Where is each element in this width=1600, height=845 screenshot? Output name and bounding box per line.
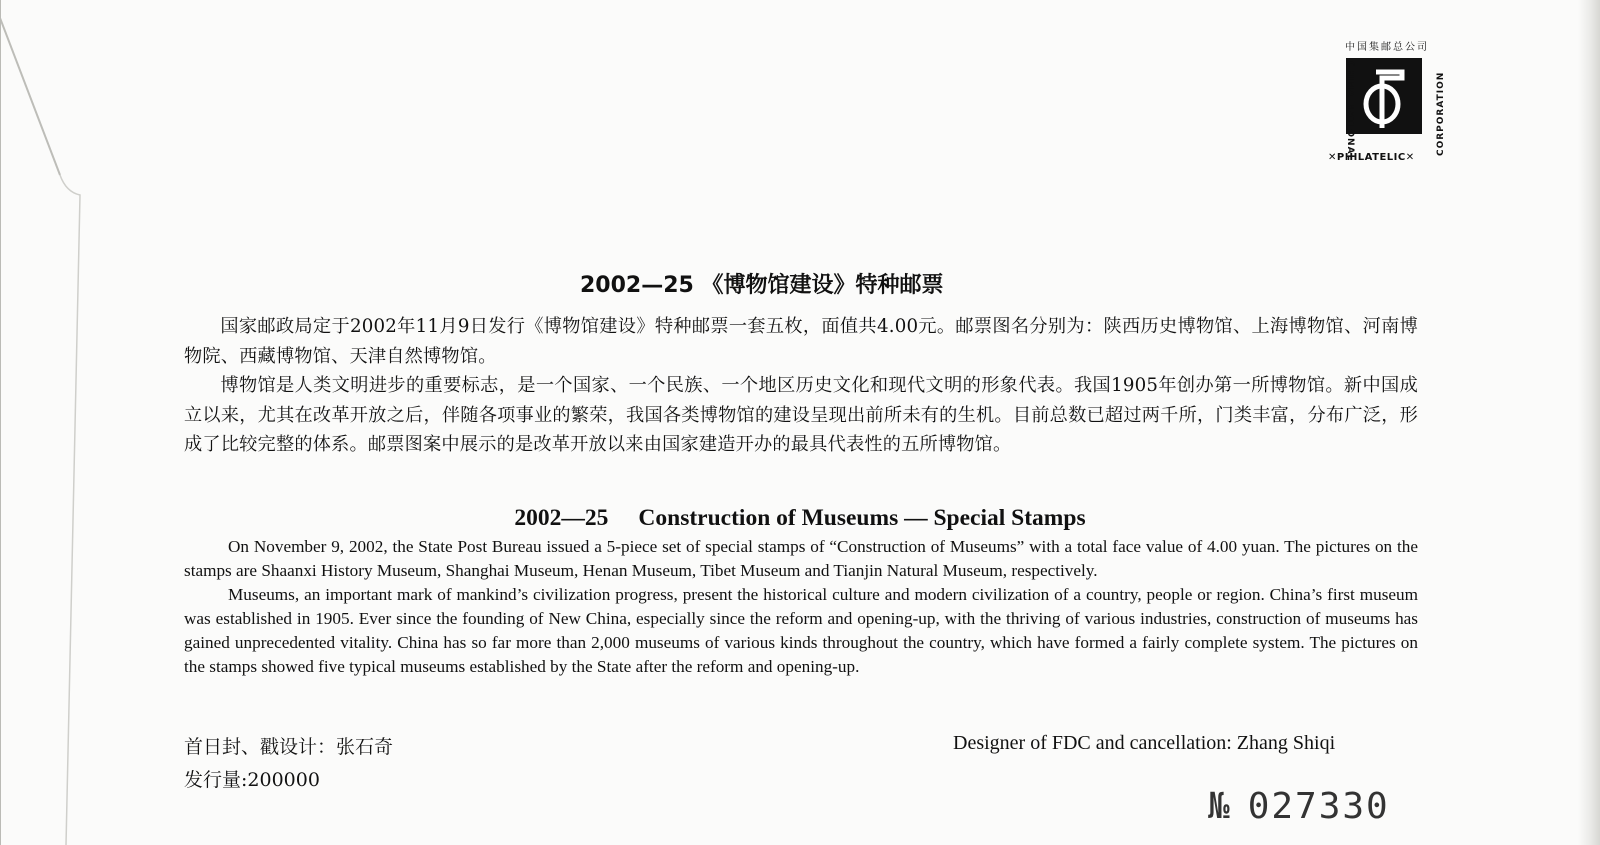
chinese-body: [184, 312, 1418, 460]
logo-right-text: CORPORATION: [1436, 71, 1446, 156]
envelope-right-edge: [1578, 0, 1600, 845]
numero-sign: №: [1208, 786, 1230, 827]
logo-chinese-name: 中国集邮总公司: [1345, 42, 1429, 53]
logo-mark-icon: ✕: [1405, 152, 1415, 163]
logo-emblem: [1346, 58, 1422, 134]
english-title-number: 2002—25: [514, 505, 609, 531]
english-body: [184, 535, 1418, 679]
chinese-paragraph: 国家邮政局定于2002年11月9日发行《博物馆建设》特种邮票一套五枚，面值共4.00元。邮票图名分别为：陕西历史博物馆、上海博物馆、河南博物院、西藏博物馆、天津自然博物馆。: [184, 316, 1418, 367]
english-title-text: Construction of Museums — Special Stamps: [638, 505, 1086, 531]
english-paragraph: On November 9, 2002, the State Post Bureau issued a 5-piece set of special stamps of “Construction of Museums” with a total face value of 4.00 yuan. The pictures on the stamps are Shaanxi History Museum, Shanghai Museum, Henan Museum, Tibet Museum and Tianjin Natural Museum, respectively.: [184, 537, 1418, 580]
designer-credit-en: Designer of FDC and cancellation: Zhang Shiqi: [953, 732, 1336, 754]
designer-credit-cn: 首日封、戳设计：张石奇: [184, 736, 394, 758]
english-title: [0, 505, 1600, 532]
logo-left-text: CHINA NATIONAL: [1345, 61, 1355, 162]
english-paragraph: Museums, an important mark of mankind’s civilization progress, present the historical culture and modern civilization of a country, people or region. China’s first museum was established in 1905. Ever since the founding of New China, especially since the reform and opening-up, with the thriving of various industries, construction of museums has gained unprecedented vitality. China has so far more than 2,000 museums of various kinds throughout the country, which have formed a fairly complete system. The pictures on the stamps showed five typical museums established by the State after the reform and opening-up.: [184, 585, 1418, 676]
chinese-paragraph: 博物馆是人类文明进步的重要标志，是一个国家、一个民族、一个地区历史文化和现代文明的形象代表。我国1905年创办第一所博物馆。新中国成立以来，尤其在改革开放之后，伴随各项事业的繁荣，我国各类博物馆的建设呈现出前所未有的生机。目前总数已超过两千所，门类丰富，分布广泛，形成了比较完整的体系。邮票图案中展示的是改革开放以来由国家建造开办的最具代表性的五所博物馆。: [184, 375, 1418, 455]
issue-quantity: 发行量:200000: [184, 769, 320, 791]
philatelic-emblem-icon: [1346, 58, 1422, 134]
logo-mark-icon: ✕: [1328, 152, 1337, 163]
logo-bottom-row: [1328, 152, 1446, 163]
serial-number: [1208, 786, 1390, 827]
serial-digits: 027330: [1247, 786, 1390, 827]
logo-bottom-text: PHILATELIC: [1336, 152, 1406, 163]
chinese-title: 2002—25 《博物馆建设》特种邮票: [580, 273, 944, 298]
cnpc-logo: [1326, 34, 1444, 170]
